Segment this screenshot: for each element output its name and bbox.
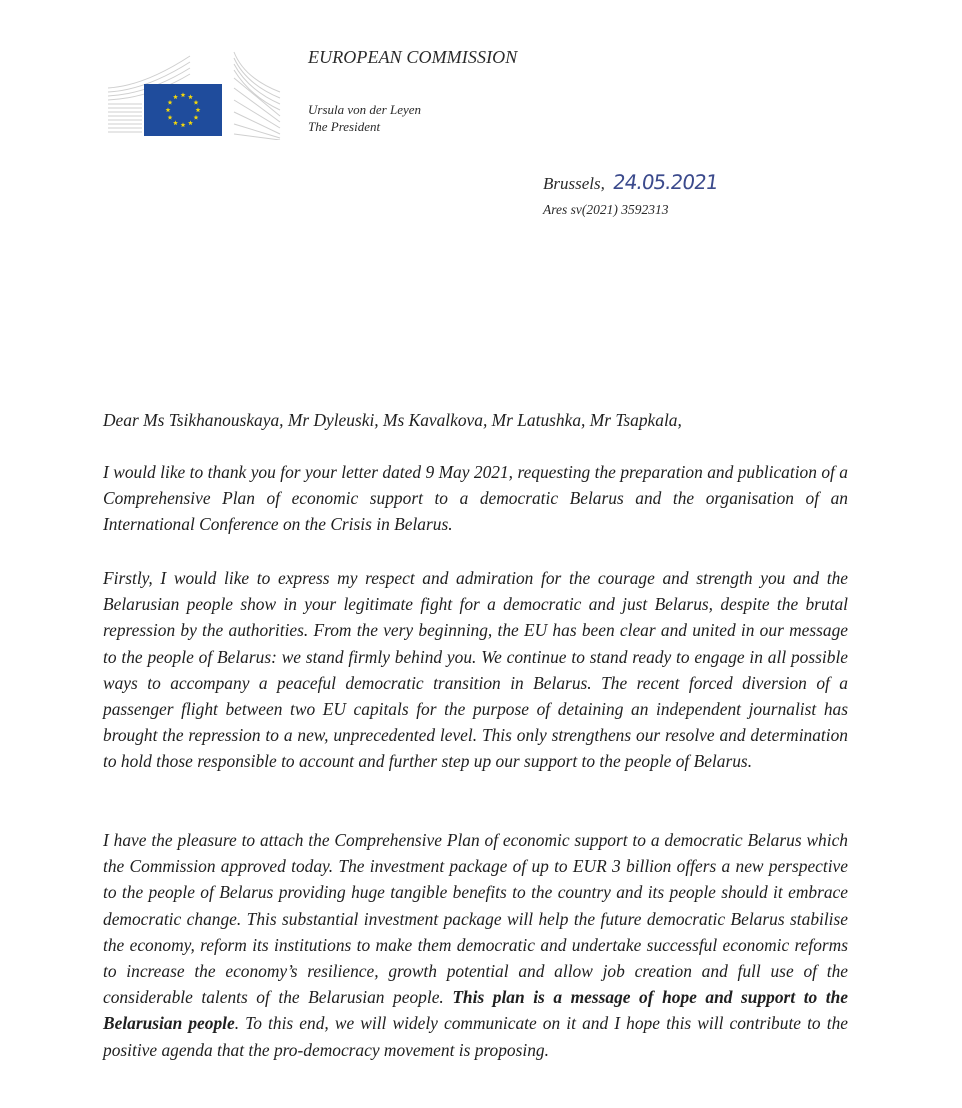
signer-title: The President: [308, 119, 381, 134]
paragraph-text-start: I have the pleasure to attach the Comprehensive Plan of economic support to a democratic Belarus which the Commission approved today. The investment package of up to EUR 3 billion offers a new perspective to the people of Belarus providing huge tangible benefits to the country and its people should it embrace democratic change. This substantial investment package will help the future democratic Belarus stabilise the economy, reform its institutions to make them democratic and undertake successful economic reforms to increase the economy’s resilience, growth potential and allow job creation and full use of the considerable talents of the Belarusian people.: [103, 830, 848, 1008]
paragraph-text: [103, 827, 848, 1063]
european-commission-logo: [104, 48, 284, 140]
dateline: [543, 170, 718, 194]
eu-flag: [144, 84, 222, 136]
salutation-text: Dear Ms Tsikhanouskaya, Mr Dyleuski, Ms Kavalkova, Mr Latushka, Mr Tsapkala,: [103, 410, 682, 430]
logo-graphic: [104, 48, 284, 140]
organization-name: EUROPEAN COMMISSION: [308, 47, 518, 67]
place: Brussels,: [543, 174, 605, 193]
paragraph-1: [103, 459, 848, 538]
reference-number: Ares sv(2021) 3592313: [543, 202, 669, 217]
salutation: [103, 407, 848, 433]
paragraph-text-end: . To this end, we will widely communicate on it and I hope this will contribute to the positive agenda that the pro-democracy movement is proposing.: [103, 1013, 848, 1060]
berlaymont-building-lines-right: [234, 52, 280, 140]
handwritten-date: 24.05.2021: [611, 170, 720, 194]
paragraph-2: [103, 565, 848, 775]
paragraph-text: Firstly, I would like to express my respect and admiration for the courage and strength you and the Belarusian people show in your legitimate fight for a democratic and just Belarus, despite the brutal repression by the authorities. From the very beginning, the EU has been clear and united in our message to the people of Belarus: we stand firmly behind you. We continue to stand ready to engage in all possible ways to accompany a peaceful democratic transition in Belarus. The recent forced diversion of a passenger flight between two EU capitals for the purpose of detaining an independent journalist has brought the repression to a new, unprecedented level. This only strengthens our resolve and determination to hold those responsible to account and further step up our support to the people of Belarus.: [103, 568, 848, 772]
paragraph-3: [103, 827, 848, 1063]
emphasized-statement: This plan is a message of hope and support to the Belarusian people: [103, 987, 848, 1034]
signer-name: Ursula von der Leyen: [308, 102, 422, 117]
signer-block: [308, 101, 421, 135]
paragraph-text: I would like to thank you for your letter dated 9 May 2021, requesting the preparation and publication of a Comprehensive Plan of economic support to a democratic Belarus and the organisation of an International Conference on the Crisis in Belarus.: [103, 462, 848, 535]
